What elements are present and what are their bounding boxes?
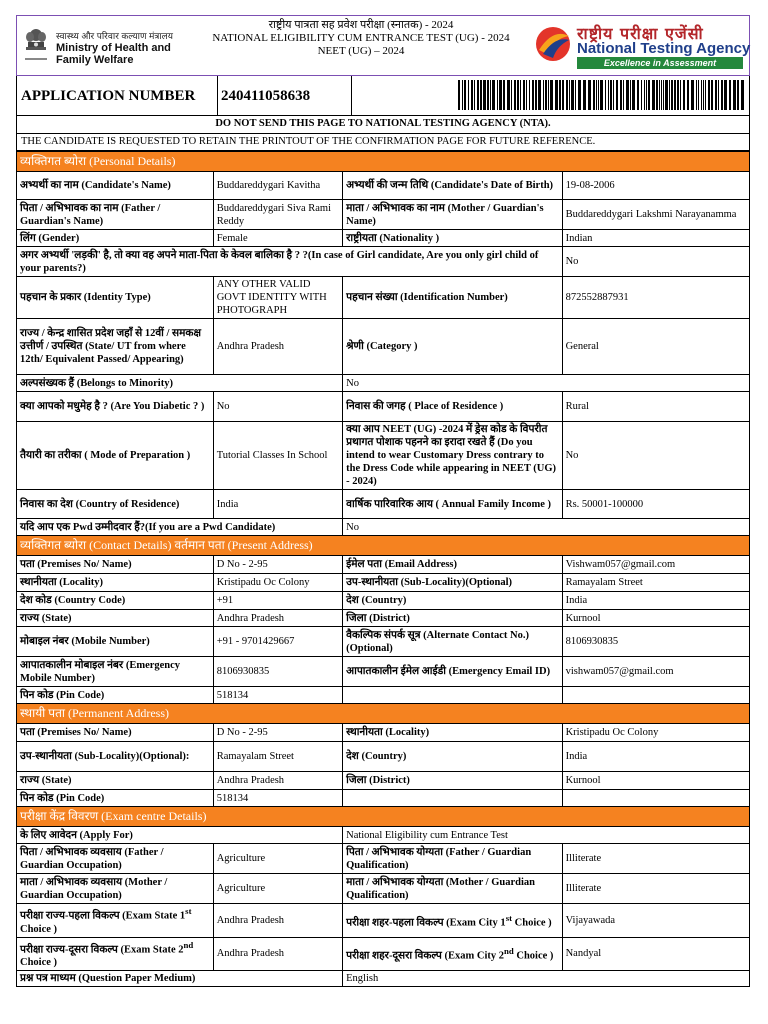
application-number-label: APPLICATION NUMBER <box>17 76 218 115</box>
customary-dress: No <box>562 422 749 490</box>
table-row <box>17 277 750 319</box>
permanent-district: Kurnool <box>562 772 749 790</box>
table-row <box>17 319 750 375</box>
table-row <box>17 874 750 904</box>
permanent-sub-locality: Ramayalam Street <box>213 742 342 772</box>
identity-type: ANY OTHER VALID GOVT IDENTITY WITH PHOTOGRAPH <box>213 277 342 319</box>
mother-occupation: Agriculture <box>213 874 342 904</box>
emergency-email: vishwam057@gmail.com <box>562 657 749 687</box>
notice-block <box>16 116 750 151</box>
mother-qualification: Illiterate <box>562 874 749 904</box>
question-paper-medium: English <box>343 971 750 987</box>
field-label: देश (Country) <box>343 592 562 610</box>
email-address: Vishwam057@gmail.com <box>562 556 749 574</box>
table-row <box>17 556 750 574</box>
table-row <box>17 519 750 536</box>
present-state: Andhra Pradesh <box>213 610 342 627</box>
exam-title: NATIONAL ELIGIBILITY CUM ENTRANCE TEST (UG) - 2024 <box>212 32 510 44</box>
details-table <box>16 151 750 987</box>
field-label: श्रेणी (Category ) <box>343 319 562 375</box>
gender: Female <box>213 230 342 247</box>
section-title: व्यक्तिगत ब्योरा (Contact Details) वर्तमान पता (Present Address) <box>17 536 750 556</box>
present-district: Kurnool <box>562 610 749 627</box>
table-row <box>17 247 750 277</box>
diabetic: No <box>213 392 342 422</box>
table-row <box>17 627 750 657</box>
nta-name-hindi: राष्ट्रीय परीक्षा एजेंसी <box>577 24 704 43</box>
permanent-premises: D No - 2-95 <box>213 724 342 742</box>
field-label: अल्पसंख्यक हैं (Belongs to Minority) <box>17 375 343 392</box>
field-label: लिंग (Gender) <box>17 230 214 247</box>
table-row <box>17 937 750 971</box>
field-label: पिता / अभिभावक व्यवसाय (Father / Guardian Occupation) <box>17 844 214 874</box>
field-label: पता (Premises No/ Name) <box>17 724 214 742</box>
field-label: जिला (District) <box>343 610 562 627</box>
mother-name: Buddareddygari Lakshmi Narayanamma <box>562 200 749 230</box>
table-row <box>17 592 750 610</box>
field-label: अभ्यर्थी का नाम (Candidate's Name) <box>17 172 214 200</box>
ministry-hindi: स्वास्थ्य और परिवार कल्याण मंत्रालय <box>56 31 173 41</box>
field-label: आपातकालीन मोबाइल नंबर (Emergency Mobile Number) <box>17 657 214 687</box>
ministry-name: Ministry of Health and Family Welfare <box>56 42 171 66</box>
application-number-row <box>16 76 750 116</box>
table-row <box>17 574 750 592</box>
country-code: +91 <box>213 592 342 610</box>
exam-title-block <box>211 19 511 58</box>
permanent-country: India <box>562 742 749 772</box>
table-row <box>17 422 750 490</box>
exam-city-1st-choice: Vijayawada <box>562 904 749 938</box>
field-label: पता (Premises No/ Name) <box>17 556 214 574</box>
table-row <box>17 392 750 422</box>
ministry-block <box>23 26 213 70</box>
section-permanent-address <box>17 704 750 724</box>
nta-logo-block <box>533 22 751 70</box>
section-title: स्थायी पता (Permanent Address) <box>17 704 750 724</box>
table-row <box>17 200 750 230</box>
present-country: India <box>562 592 749 610</box>
permanent-pin-code: 518134 <box>213 790 342 807</box>
field-label: परीक्षा शहर-पहला विकल्प (Exam City 1st Choice ) <box>343 904 562 938</box>
field-label: पहचान संख्या (Identification Number) <box>343 277 562 319</box>
exam-state-1st-choice: Andhra Pradesh <box>213 904 342 938</box>
table-row <box>17 230 750 247</box>
field-label: वैकल्पिक संपर्क सूत्र (Alternate Contact No.) (Optional) <box>343 627 562 657</box>
state-12th: Andhra Pradesh <box>213 319 342 375</box>
field-label: पिता / अभिभावक का नाम (Father / Guardian's Name) <box>17 200 214 230</box>
exam-title-hindi: राष्ट्रीय पात्रता सह प्रवेश परीक्षा (स्नातक) - 2024 <box>268 19 454 31</box>
field-label: प्रश्न पत्र माध्यम (Question Paper Medium) <box>17 971 343 987</box>
field-label: पहचान के प्रकार (Identity Type) <box>17 277 214 319</box>
field-label: पिन कोड (Pin Code) <box>17 687 214 704</box>
table-row <box>17 827 750 844</box>
father-occupation: Agriculture <box>213 844 342 874</box>
field-label: माता / अभिभावक योग्यता (Mother / Guardian Qualification) <box>343 874 562 904</box>
section-personal-details <box>17 152 750 172</box>
field-label: निवास की जगह ( Place of Residence ) <box>343 392 562 422</box>
field-label: ईमेल पता (Email Address) <box>343 556 562 574</box>
exam-state-2nd-choice: Andhra Pradesh <box>213 937 342 971</box>
apply-for: National Eligibility cum Entrance Test <box>343 827 750 844</box>
field-label: माता / अभिभावक का नाम (Mother / Guardian's Name) <box>343 200 562 230</box>
field-label: देश कोड (Country Code) <box>17 592 214 610</box>
field-label: के लिए आवेदन (Apply For) <box>17 827 343 844</box>
field-label: निवास का देश (Country of Residence) <box>17 490 214 519</box>
field-label: स्थानीयता (Locality) <box>17 574 214 592</box>
confirmation-page <box>16 15 750 987</box>
field-label: राष्ट्रीयता (Nationality ) <box>343 230 562 247</box>
field-label: पिन कोड (Pin Code) <box>17 790 214 807</box>
field-label: उप-स्थानीयता (Sub-Locality)(Optional): <box>17 742 214 772</box>
exam-short-title: NEET (UG) – 2024 <box>317 45 405 57</box>
field-label: क्या आपको मधुमेह है ? (Are You Diabetic ? ) <box>17 392 214 422</box>
permanent-state: Andhra Pradesh <box>213 772 342 790</box>
country-of-residence: India <box>213 490 342 519</box>
table-row <box>17 610 750 627</box>
belongs-to-minority: No <box>343 375 750 392</box>
nta-name: National Testing Agency <box>577 40 751 57</box>
identification-number: 872552887931 <box>562 277 749 319</box>
field-label: परीक्षा राज्य-दूसरा विकल्प (Exam State 2nd Choice ) <box>17 937 214 971</box>
annual-family-income: Rs. 50001-100000 <box>562 490 749 519</box>
table-row <box>17 724 750 742</box>
field-label: क्या आप NEET (UG) -2024 में ड्रेस कोड के विपरीत प्रथागत पोशाक पहनने का इरादा रखते हैं (Do you intend to wear Customary Dress contrary to the Dress Code while appearing in NEET (UG) - 2024) <box>343 422 562 490</box>
field-label: अगर अभ्यर्थी 'लड़की' है, तो क्या वह अपने माता-पिता के केवल बालिका है ? ?(In case of Girl candidate, Are you only girl child of your parents?) <box>17 247 563 277</box>
date-of-birth: 19-08-2006 <box>562 172 749 200</box>
page-header <box>16 15 750 76</box>
section-contact-details <box>17 536 750 556</box>
application-number: 240411058638 <box>218 76 352 115</box>
present-sub-locality: Ramayalam Street <box>562 574 749 592</box>
field-label: उप-स्थानीयता (Sub-Locality)(Optional) <box>343 574 562 592</box>
field-label: मोबाइल नंबर (Mobile Number) <box>17 627 214 657</box>
field-label: अभ्यर्थी की जन्म तिथि (Candidate's Date of Birth) <box>343 172 562 200</box>
notice-do-not-send: DO NOT SEND THIS PAGE TO NATIONAL TESTING AGENCY (NTA). <box>17 116 749 134</box>
table-row <box>17 790 750 807</box>
pwd-candidate: No <box>343 519 750 536</box>
field-label: तैयारी का तरीका ( Mode of Preparation ) <box>17 422 214 490</box>
field-label: राज्य (State) <box>17 772 214 790</box>
section-exam-centre-details <box>17 807 750 827</box>
candidate-name: Buddareddygari Kavitha <box>213 172 342 200</box>
national-emblem-icon <box>23 26 49 66</box>
only-girl-child: No <box>562 247 749 277</box>
table-row <box>17 772 750 790</box>
place-of-residence: Rural <box>562 392 749 422</box>
father-name: Buddareddygari Siva Rami Reddy <box>213 200 342 230</box>
field-label: माता / अभिभावक व्यवसाय (Mother / Guardian Occupation) <box>17 874 214 904</box>
present-pin-code: 518134 <box>213 687 342 704</box>
field-label: देश (Country) <box>343 742 562 772</box>
section-title: व्यक्तिगत ब्योरा (Personal Details) <box>17 152 750 172</box>
table-row <box>17 375 750 392</box>
alternate-contact: 8106930835 <box>562 627 749 657</box>
field-label: पिता / अभिभावक योग्यता (Father / Guardian Qualification) <box>343 844 562 874</box>
field-label: परीक्षा शहर-दूसरा विकल्प (Exam City 2nd Choice ) <box>343 937 562 971</box>
field-label: राज्य (State) <box>17 610 214 627</box>
field-label: जिला (District) <box>343 772 562 790</box>
table-row <box>17 971 750 987</box>
barcode-cell <box>352 76 749 115</box>
table-row <box>17 657 750 687</box>
table-row <box>17 490 750 519</box>
field-label: स्थानीयता (Locality) <box>343 724 562 742</box>
permanent-locality: Kristipadu Oc Colony <box>562 724 749 742</box>
present-premises: D No - 2-95 <box>213 556 342 574</box>
field-label: वार्षिक पारिवारिक आय ( Annual Family Income ) <box>343 490 562 519</box>
mode-of-preparation: Tutorial Classes In School <box>213 422 342 490</box>
field-label: आपातकालीन ईमेल आईडी (Emergency Email ID) <box>343 657 562 687</box>
field-label: परीक्षा राज्य-पहला विकल्प (Exam State 1st Choice ) <box>17 904 214 938</box>
table-row <box>17 172 750 200</box>
mobile-number: +91 - 9701429667 <box>213 627 342 657</box>
section-title: परीक्षा केंद्र विवरण (Exam centre Details) <box>17 807 750 827</box>
field-label: यदि आप एक Pwd उम्मीदवार हैं?(If you are a Pwd Candidate) <box>17 519 343 536</box>
nta-logo-icon <box>533 24 573 64</box>
nationality: Indian <box>562 230 749 247</box>
barcode-icon <box>458 80 748 110</box>
field-label: राज्य / केन्द्र शासित प्रदेश जहाँ से 12वीं / समकक्ष उत्तीर्ण / उपस्थित (State/ UT from where 12th/ Equivalent Passed/ Appearing) <box>17 319 214 375</box>
table-row <box>17 844 750 874</box>
emergency-mobile: 8106930835 <box>213 657 342 687</box>
exam-city-2nd-choice: Nandyal <box>562 937 749 971</box>
father-qualification: Illiterate <box>562 844 749 874</box>
table-row <box>17 742 750 772</box>
table-row <box>17 687 750 704</box>
present-locality: Kristipadu Oc Colony <box>213 574 342 592</box>
notice-retain-printout: THE CANDIDATE IS REQUESTED TO RETAIN THE PRINTOUT OF THE CONFIRMATION PAGE FOR FUTURE REFERENCE. <box>21 136 596 147</box>
table-row <box>17 904 750 938</box>
nta-tagline: Excellence in Assessment <box>577 57 743 69</box>
category: General <box>562 319 749 375</box>
